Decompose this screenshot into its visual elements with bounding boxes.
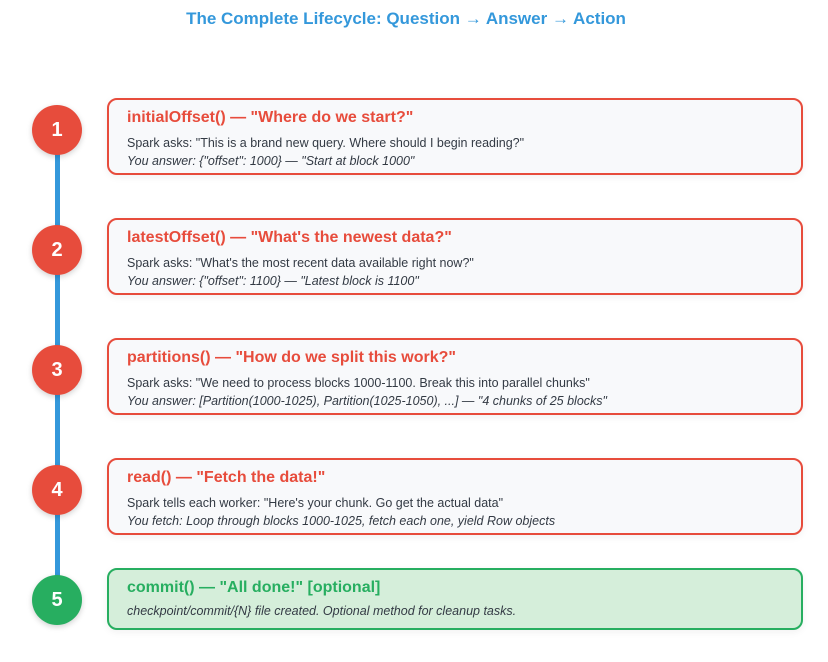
step-2-heading: latestOffset() — "What's the newest data?" xyxy=(127,229,452,246)
step-1-badge: 1 xyxy=(32,105,82,155)
step-1-answer: You answer: {"offset": 1000} — "Start at block 1000" xyxy=(127,154,415,168)
step-5-card xyxy=(107,568,803,630)
step-1-heading: initialOffset() — "Where do we start?" xyxy=(127,109,414,126)
step-1-card xyxy=(107,98,803,175)
step-4-instruction: Spark tells each worker: "Here's your chunk. Go get the actual data" xyxy=(127,496,504,510)
step-2-answer: You answer: {"offset": 1100} — "Latest block is 1100" xyxy=(127,274,419,288)
step-5-heading: commit() — "All done!" [optional] xyxy=(127,579,381,596)
step-5-badge: 5 xyxy=(32,575,82,625)
step-3-card xyxy=(107,338,803,415)
step-3-question: Spark asks: "We need to process blocks 1000-1100. Break this into parallel chunks" xyxy=(127,376,590,390)
step-1-question: Spark asks: "This is a brand new query. Where should I begin reading?" xyxy=(127,136,525,150)
step-4-card xyxy=(107,458,803,535)
step-2-card xyxy=(107,218,803,295)
step-3-badge: 3 xyxy=(32,345,82,395)
step-4-action: You fetch: Loop through blocks 1000-1025, fetch each one, yield Row objects xyxy=(127,514,556,528)
step-2-question: Spark asks: "What's the most recent data available right now?" xyxy=(127,256,474,270)
step-5-description: checkpoint/commit/{N} file created. Optional method for cleanup tasks. xyxy=(127,604,517,618)
step-4-badge: 4 xyxy=(32,465,82,515)
step-2-badge: 2 xyxy=(32,225,82,275)
step-3-heading: partitions() — "How do we split this work?" xyxy=(127,349,456,366)
diagram-title: The Complete Lifecycle: Question → Answer → Action xyxy=(186,9,626,28)
step-4-heading: read() — "Fetch the data!" xyxy=(127,469,326,486)
step-3-answer: You answer: [Partition(1000-1025), Partition(1025-1050), ...] — "4 chunks of 25 blocks" xyxy=(127,394,607,408)
